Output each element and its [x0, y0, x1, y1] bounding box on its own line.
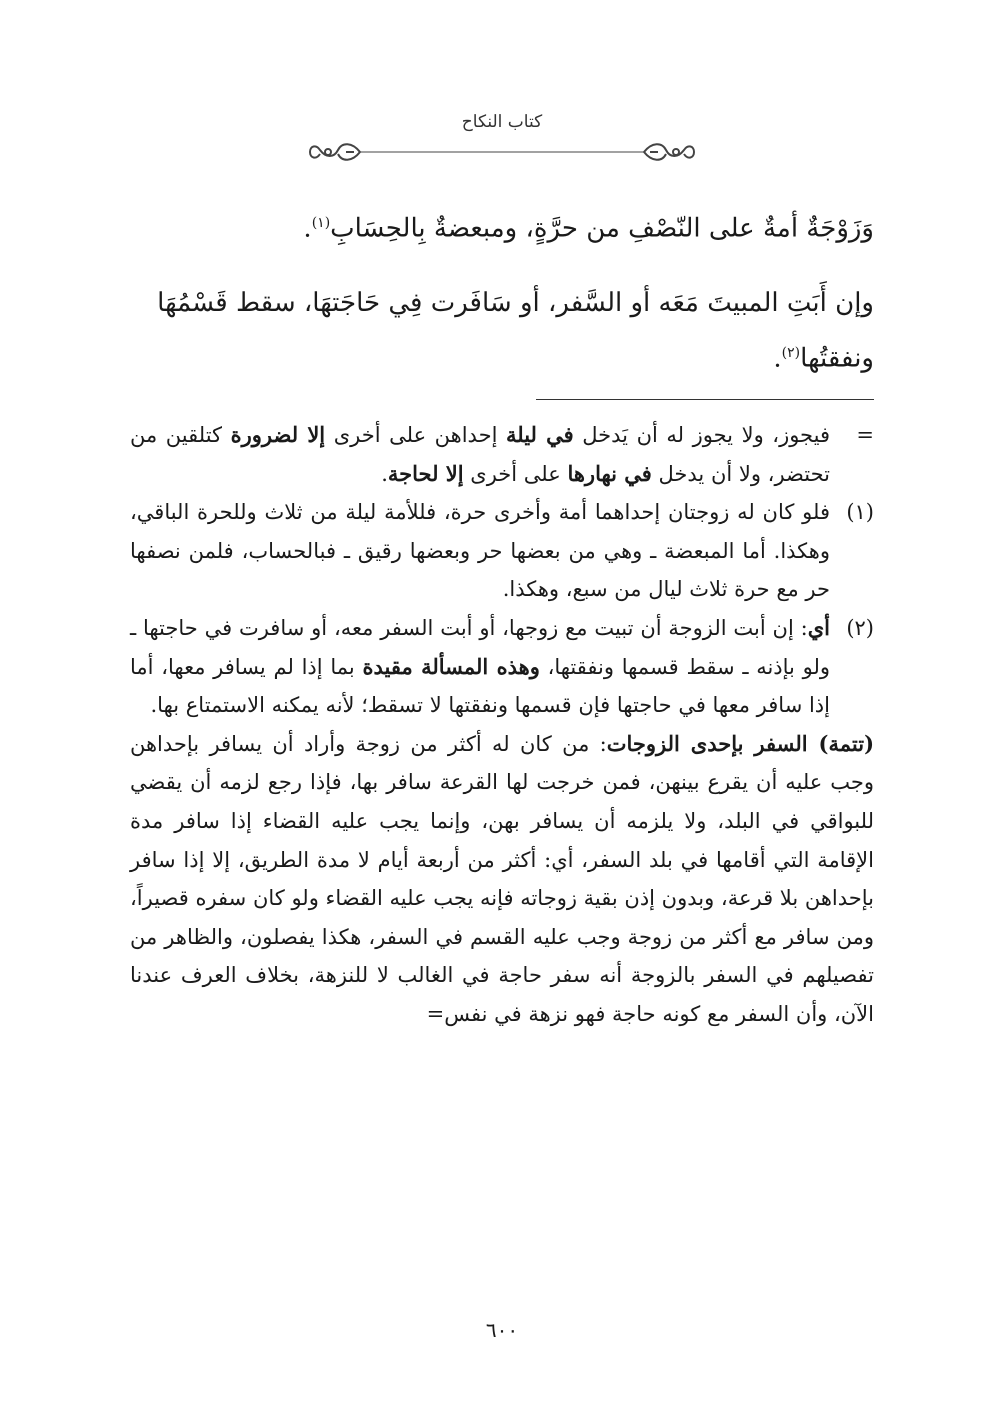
- footnote-1: [130, 493, 874, 609]
- text-run: .: [381, 461, 388, 486]
- footnote-separator: [536, 399, 874, 400]
- main-text-end: .: [773, 343, 782, 374]
- footnote-ref-2[interactable]: (٢): [781, 345, 801, 361]
- text-run: على أخرى: [463, 461, 568, 486]
- bold-run: إلا لضرورة: [230, 422, 326, 447]
- running-header: [300, 112, 704, 172]
- appendix-heading: (تتمة) السفر بإحدى الزوجات: [606, 730, 875, 756]
- footnote-body: فلو كان له زوجتان إحداهما أمة وأخرى حرة، فللأمة ليلة من ثلاث وللحرة الباقي، وهكذا. أما المبعضة ـ وهي من بعضها حر وبعضها رقيق ـ فبالحساب، فلمن نصفها حر مع حرة ثلاث ليال من سبع، وهكذا.: [130, 500, 830, 602]
- bold-run: أي: [807, 614, 830, 640]
- text-run: فيجوز، ولا يجوز له أن يَدخل: [573, 423, 830, 447]
- continuation-body: [130, 416, 830, 493]
- footnote-ref-1[interactable]: (١): [311, 215, 331, 231]
- text-run: إحداهن على أخرى: [325, 423, 506, 447]
- header-ornament-icon: [300, 138, 704, 166]
- main-text-line-2b: [130, 328, 874, 384]
- bold-run: وهذه المسألة مقيدة: [362, 653, 540, 679]
- main-text-line-1: [130, 198, 874, 254]
- appendix-body: : من كان له أكثر من زوجة وأراد أن يسافر بإحداهن وجب عليه أن يقرع بينهن، فمن خرجت لها القرعة سافر بها، فإذا رجع لزمه أن يقضي للبواقي في البلد، ولا يلزمه أن يسافر بهن، وإنما يجب عليه القضاء إذا سافر مدة الإقامة التي أقامها في بلد السفر، أي: أكثر من أربعة أيام لا مدة الطريق، إلا إذا سافر بإحداهن بلا قرعة، وبدون إذن بقية زوجاته فإنه يجب عليه القضاء ولو كان سفره قصيراً، ومن سافر مع أكثر من زوجة وجب عليه القسم في السفر، هكذا يفصلون، والظاهر من تفصيلهم في السفر بالزوجة أنه سفر حاجة في الغالب لا للنزهة، بخلاف العرف عندنا الآن، وأن السفر مع كونه حاجة فهو نزهة في نفس=: [130, 731, 874, 1026]
- footnote-number: (٢): [846, 615, 874, 640]
- footnotes-section: [130, 416, 874, 1034]
- text-run: : إن أبت الزوجة أن تبيت مع زوجها، أو أبت السفر معه، أو سافرت في حاجتها ـ ولو بإذنه ـ سقط قسمها ونفقتها،: [130, 615, 831, 679]
- main-text-line-2a: وإن أَبَتِ المبيتَ مَعَه أو السَّفر، أو سَافَرت فِي حَاجَتهَا، سقط قَسْمُهَا: [157, 288, 874, 318]
- footnote-continuation: [130, 416, 874, 493]
- bold-run: في نهارها: [567, 460, 652, 486]
- bold-run: في ليلة: [505, 422, 574, 447]
- main-text-end: .: [303, 213, 312, 244]
- header-title: كتاب النكاح: [461, 112, 543, 132]
- continuation-marker: =: [856, 423, 874, 447]
- footnote-number: (١): [846, 500, 874, 525]
- bold-run: إلا لحاجة: [387, 460, 464, 486]
- footnote-body: [130, 609, 830, 725]
- footnote-2: [130, 609, 874, 725]
- text-run: كتلقين من تحتضر، ولا أن يدخل: [130, 423, 830, 486]
- main-text-segment: وَزَوْجَةٌ أمةٌ على النّصْفِ من حرَّةٍ، ومبعضةٌ بِالحِسَابِ: [330, 213, 874, 244]
- main-text-segment: ونفقتُها: [800, 343, 874, 374]
- text-run: بما إذا لم يسافر معها، أما إذا سافر معها في حاجتها فإن قسمها ونفقتها لا تسقط؛ لأنه يمكنه الاستمتاع بها.: [130, 654, 830, 718]
- appendix-paragraph: [130, 725, 874, 1034]
- main-text-paragraph-2: [130, 278, 874, 384]
- page-number: ٦٠٠: [485, 1318, 519, 1342]
